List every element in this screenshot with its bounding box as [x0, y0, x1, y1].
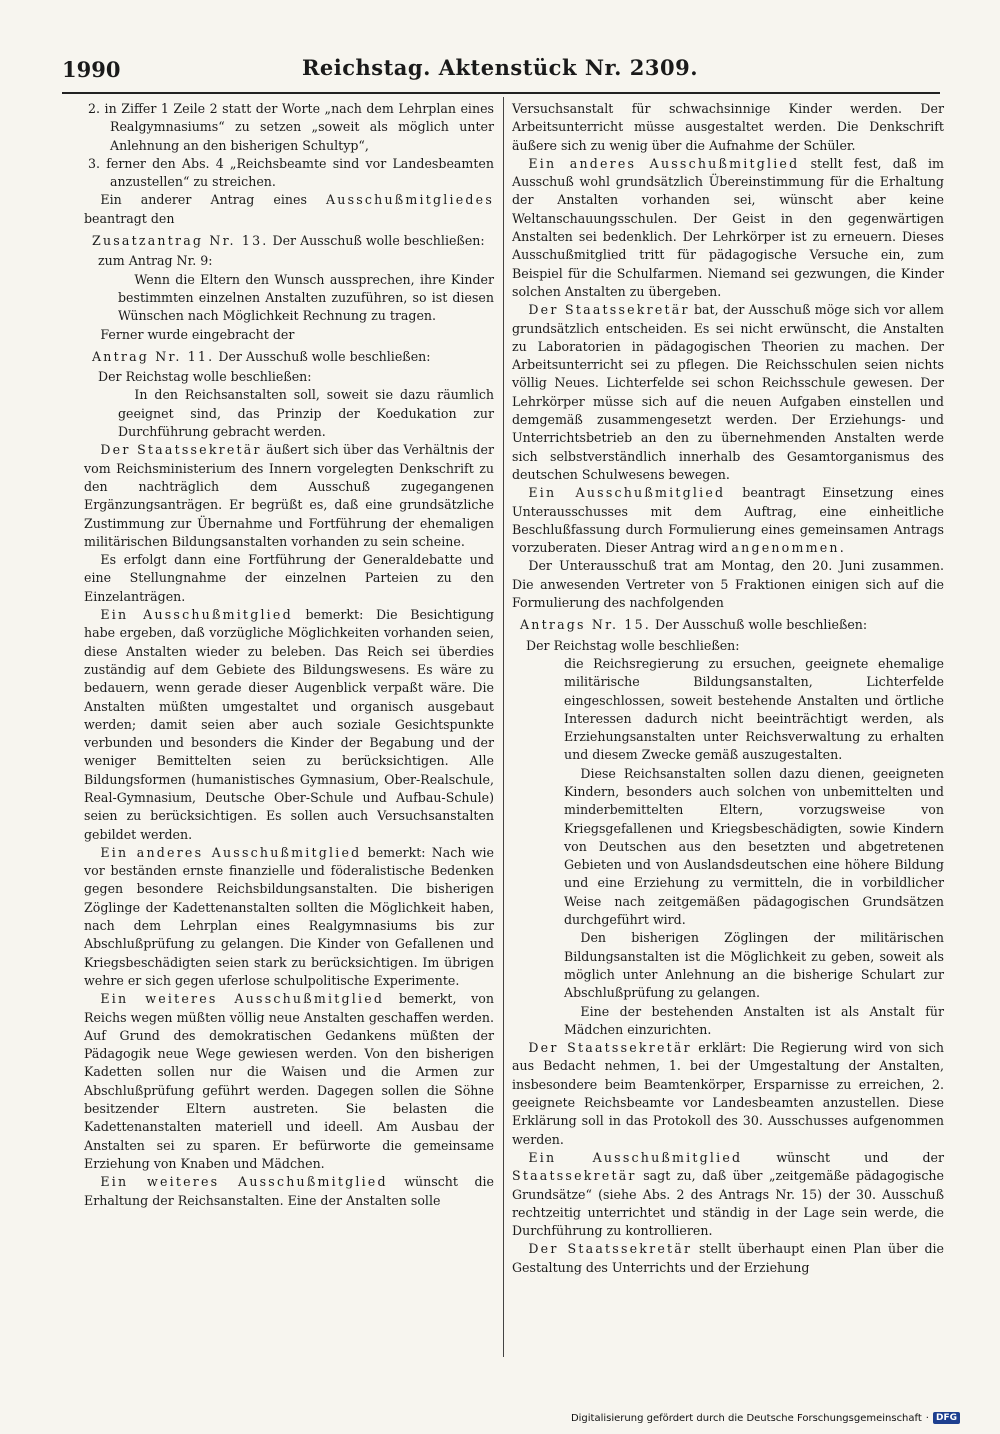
- decision-word: angenommen.: [731, 540, 846, 556]
- column-divider: [503, 97, 504, 1357]
- page-header: [62, 55, 938, 91]
- text-run: sagt zu, daß über „zeitgemäße pädagogische Grundsätze“ (siehe Abs. 2 des Antrags Nr. 15) der 30. Ausschuß rechtzeitig unterrichtet und ständig in der Lage sein werde, die Durchführung zu kontrollieren.: [512, 1168, 944, 1239]
- motion-text: Der Ausschuß wolle beschließen:: [651, 617, 868, 633]
- paragraph-staatssekretaer-1: [84, 441, 494, 551]
- text-run: bemerkt: Die Besichtigung habe ergeben, daß vorzügliche Möglichkeiten vorhanden seien, diese Anstalten wieder zu beleben. Das Reich sei überdies zuständig auf dem Gebiete des Bildungswesens. Es wäre zu bedauern, wenn gerade dieser Augenblick verpaßt wäre. Die Anstalten müßten umgestaltet und organisch ausgebaut werden; damit seien aber auch soziale Gesichtspunkte verbunden und besonders die Kinder der Begabung und der weniger Bemittelten seien zu berücksichtigen. Alle Bildungsformen (humanistisches Gymnasium, Ober-Realschule, Real-Gymnasium, Deutsche Ober-Schule und Aufbau-Schule) seien zu berücksichtigen. Es sollen auch Versuchsanstalten gebildet werden.: [84, 607, 494, 842]
- credit-text: Digitalisierung gefördert durch die Deutsche Forschungsgemeinschaft: [570, 1412, 922, 1424]
- speaker: Staatssekretär: [512, 1168, 637, 1184]
- motion-reference: zum Antrag Nr. 9:: [98, 253, 213, 269]
- motion-body-15-part-3: Den bisherigen Zöglingen der militärischen Bildungsanstalten ist die Möglichkeit zu geben, soweit als möglich unter Anlehnung an die bisherige Schulart zur Abschlußprüfung zu gelangen.: [564, 930, 944, 1001]
- text-run: beantragt den: [84, 210, 175, 226]
- motion-body-15-part-2: Diese Reichsanstalten sollen dazu dienen, geeigneten Kindern, besonders auch solchen von unbemittelten und minderbemittelten Eltern, vorzugsweise von Kriegsgefallenen und Kriegsbeschädigten, sowie Kindern von Deutschen aus den besetzten und abgetretenen Gebieten und von Auslandsdeutschen eine höhere Bildung und eine Erziehung zu vermitteln, die in vorbildlicher Weise nach zeitgemäßen pädagogischen Grundsätzen durchgeführt wird.: [564, 765, 944, 928]
- text-run: stellt überhaupt einen Plan über die Gestaltung des Unterrichts und der Erziehung: [512, 1241, 945, 1275]
- paragraph-member-3: [84, 990, 494, 1173]
- paragraph-member-5: [512, 155, 944, 301]
- paragraph-member-2: [84, 844, 494, 990]
- item-number: 3.: [88, 155, 101, 171]
- speaker: Ein anderes Ausschußmitglied: [528, 155, 800, 171]
- paragraph-ferner: Ferner wurde eingebracht der: [100, 326, 295, 342]
- text-run: wünscht die Erhaltung der Reichsanstalten. Eine der Anstalten solle: [84, 1174, 494, 1208]
- amendment-item-2: [88, 100, 494, 155]
- motion-label: Antrags Nr. 15.: [520, 617, 652, 633]
- speaker: Ein weiteres Ausschußmitglied: [100, 1174, 388, 1190]
- motion-heading-11: [92, 348, 494, 366]
- paragraph-staatssekretaer-4: [512, 1240, 944, 1277]
- paragraph-member-7: [512, 1149, 944, 1240]
- speaker: Ein Ausschußmitglied: [528, 485, 726, 501]
- paragraph-continuation: Versuchsanstalt für schwachsinnige Kinder werden. Der Arbeitsunterricht müsse ausgestaltet werden. Die Denkschrift äußere sich zu wenig über die Aufnahme der Schüler.: [512, 101, 944, 153]
- motion-heading-15: [520, 616, 944, 634]
- text-run: beantragt Einsetzung eines Unterausschusses mit dem Auftrag, eine einheitliche Beschlußfassung durch Formulierung eines gemeinsamen Antrags vorzuberaten. Dieser Antrag wird: [512, 485, 944, 556]
- right-column: [512, 100, 944, 1277]
- speaker: Der Staatssekretär: [528, 302, 690, 318]
- amendment-item-3: [88, 155, 494, 192]
- text-run: Ein anderer Antrag eines: [100, 192, 326, 208]
- text-run: bat, der Ausschuß möge sich vor allem grundsätzlich entscheiden. Es sei nicht erwünscht, die Anstalten zu Laboratorien in pädagogischen Theorien zu machen. Der Arbeitsunterricht sei zu pflegen. Die Reichsschulen seien nichts völlig Neues. Lichterfelde sei schon Reichsschule gewesen. Der Lehrkörper müsse sich auf die neuen Aufgaben einstellen und demgemäß zusammengesetzt werden. Der Erziehungs- und Unterrichtsbetrieb an den zu übernehmenden Anstalten werde sich selbstverständlich innerhalb des Gesamtorganismus des deutschen Schulwesens bewegen.: [512, 302, 944, 482]
- reichstag-resolution-line: Der Reichstag wolle beschließen:: [98, 369, 312, 385]
- speaker: Der Staatssekretär: [528, 1241, 693, 1257]
- motion-body-15-part-1: die Reichsregierung zu ersuchen, geeignete ehemalige militärische Bildungsanstalten, Lichterfelde eingeschlossen, soweit bestehende Anstalten und örtliche Interessen dadurch nicht beeinträchtigt werden, als Erziehungsanstalten unter Reichsverwaltung zu erhalten und diesem Zwecke gemäß auszugestalten.: [564, 655, 944, 763]
- motion-text: Der Ausschuß wolle beschließen:: [214, 348, 431, 364]
- running-title: Reichstag. Aktenstück Nr. 2309.: [301, 55, 699, 80]
- motion-label: Zusatzantrag Nr. 13.: [92, 233, 269, 249]
- item-number: 2.: [88, 101, 101, 116]
- dfg-logo-icon: DFG: [933, 1412, 960, 1424]
- motion-body-13: Wenn die Eltern den Wunsch aussprechen, ihre Kinder bestimmten einzelnen Anstalten zuzuführen, so ist diesen Wünschen nach Möglichkeit Rechnung zu tragen.: [118, 271, 494, 324]
- paragraph-antrag-intro: [84, 191, 494, 228]
- text-run: erklärt: Die Regierung wird von sich aus Bedacht nehmen, 1. bei der Umgestaltung der Anstalten, insbesondere beim Beamtenkörper, Ersparnisse zu erreichen, 2. geeignete Reichsbeamte vor Landesbeamten anzustellen. Diese Erklärung soll in das Protokoll des 30. Ausschusses aufgenommen werden.: [512, 1040, 944, 1147]
- text-run: äußert sich über das Verhältnis der vom Reichsministerium des Innern vorgelegten Denkschrift zu den nachträglich dem Ausschuß zugegangenen Ergänzungsanträgen. Er begrüßt es, daß eine grundsätzliche Zustimmung zur Übernahme und Fortführung der ehemaligen militärischen Bildungsanstalten vorhanden zu sein scheine.: [84, 442, 494, 549]
- item-text: ferner den Abs. 4 „Reichsbeamte sind vor Landesbeamten anzustellen“ zu streichen.: [106, 155, 494, 190]
- speaker: Der Staatssekretär: [528, 1040, 692, 1056]
- motion-body-15-part-4: Eine der bestehenden Anstalten ist als Anstalt für Mädchen einzurichten.: [564, 1003, 944, 1037]
- item-text: in Ziffer 1 Zeile 2 statt der Worte „nach dem Lehrplan eines Realgymnasiums“ zu setzen „soweit als möglich unter Anlehnung an den bisherigen Schultyp“,: [104, 101, 494, 153]
- paragraph-member-6: [512, 484, 944, 557]
- text-run: stellt fest, daß im Ausschuß wohl grundsätzlich Übereinstimmung für die Erhaltung der Anstalten vorhanden sei, wünscht aber keine Weltanschauungsschulen. Der Geist in den gegenwärtigen Anstalten sei bedenklich. Der Lehrkörper ist zu erneuern. Dieses Ausschußmitglied tritt für pädagogische Versuche ein, zum Beispiel für die Schulfarmen. Niemand sei gezwungen, die Kinder solchen Anstalten zu übergeben.: [512, 155, 944, 299]
- paragraph-staatssekretaer-2: [512, 301, 944, 484]
- speaker: Ein weiteres Ausschußmitglied: [100, 991, 385, 1007]
- text-run: bemerkt, von Reichs wegen müßten völlig neue Anstalten geschaffen werden. Auf Grund des demokratischen Gedankens müßten der Pädagogik neue Wege gewiesen werden. Von den bisherigen Kadetten sollen nur die Waisen und die Armen zur Abschlußprüfung geführt werden. Dagegen sollen die Söhne besitzender Eltern austreten. Sie belasten die Kadettenanstalten materiell und ideell. Am Ausbau der Anstalten sei zu sparen. Er befürworte die gemeinsame Erziehung von Knaben und Mädchen.: [84, 991, 494, 1171]
- motion-body-11: In den Reichsanstalten soll, soweit sie dazu räumlich geeignet sind, das Prinzip der Koedukation zur Durchführung gebracht werden.: [118, 387, 494, 440]
- speaker: Ausschußmitgliedes: [326, 192, 494, 208]
- text-run: wünscht und der: [742, 1149, 944, 1165]
- speaker: Der Staatssekretär: [100, 442, 262, 458]
- paragraph-member-4: [84, 1173, 494, 1210]
- speaker: Ein anderes Ausschußmitglied: [100, 844, 362, 860]
- speaker: Ein Ausschußmitglied: [528, 1149, 743, 1165]
- paragraph-staatssekretaer-3: [512, 1039, 944, 1149]
- page-number: 1990: [62, 57, 121, 82]
- speaker: Ein Ausschußmitglied: [100, 607, 293, 623]
- text-run: bemerkt: Nach wie vor beständen ernste finanzielle und föderalistische Bedenken gegen besondere Reichsbildungsanstalten. Die bisherigen Zöglinge der Kadettenanstalten sollten die Möglichkeit haben, nach dem Lehrplan eines Realgymnasiums bis zur Abschlußprüfung zu gelangen. Die Kinder von Gefallenen und Kriegsbeschädigten seien stark zu berücksichtigen. Im übrigen wehre er sich gegen uferlose schulpolitische Experimente.: [84, 844, 494, 988]
- left-column: [84, 100, 494, 1210]
- header-rule: [62, 92, 940, 94]
- paragraph-member-1: [84, 606, 494, 844]
- paragraph-generaldebatte: Es erfolgt dann eine Fortführung der Generaldebatte und eine Stellungnahme der einzelnen Parteien zu den Einzelanträgen.: [84, 552, 494, 604]
- digitization-credit: [571, 1412, 960, 1424]
- motion-label: Antrag Nr. 11.: [92, 348, 215, 364]
- motion-heading-13: [92, 232, 494, 250]
- reichstag-resolution-line: Der Reichstag wolle beschließen:: [526, 637, 740, 653]
- separator: ·: [925, 1412, 929, 1424]
- motion-text: Der Ausschuß wolle beschließen:: [268, 233, 485, 249]
- paragraph-unterausschuss: Der Unterausschuß trat am Montag, den 20. Juni zusammen. Die anwesenden Vertreter von 5 Fraktionen einigen sich auf die Formulierung des nachfolgenden: [512, 558, 944, 611]
